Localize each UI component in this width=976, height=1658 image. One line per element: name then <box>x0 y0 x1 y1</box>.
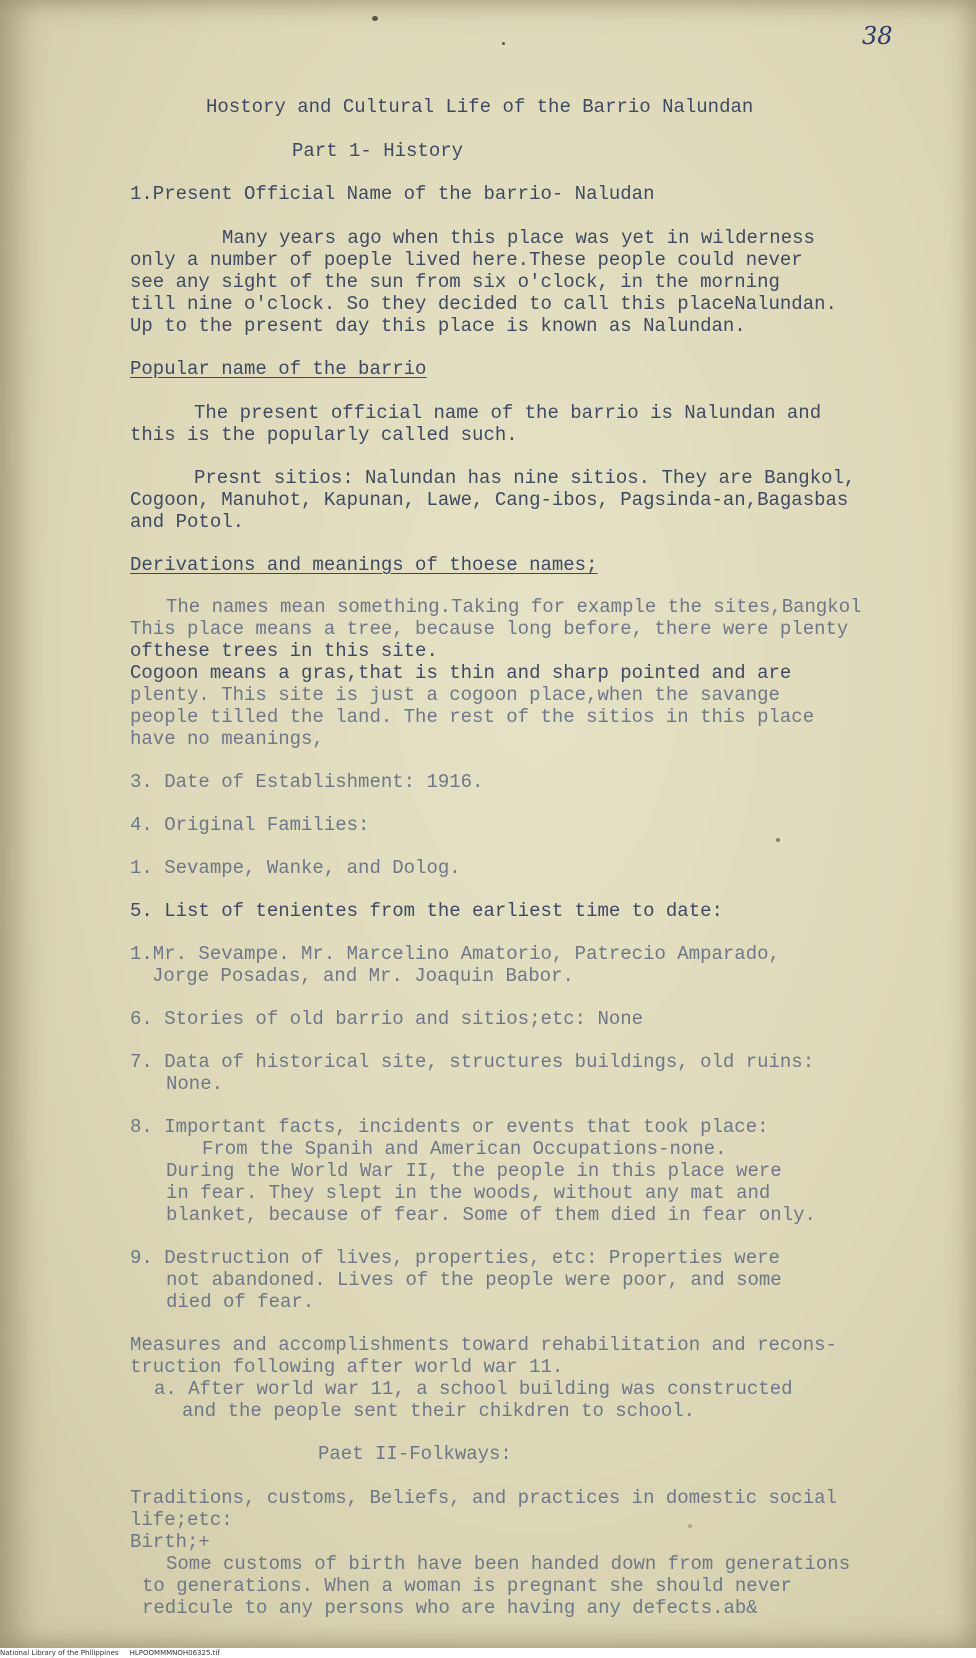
section1-line: see any sight of the sun from six o'clock, in the morning <box>130 271 780 293</box>
paper-speck <box>776 838 780 842</box>
section1-heading: 1.Present Official Name of the barrio- Naludan <box>130 183 655 205</box>
sitios-line: Presnt sitios: Nalundan has nine sitios. They are Bangkol, <box>194 467 856 489</box>
section1-line: Up to the present day this place is known as Nalundan. <box>130 315 746 337</box>
paper-speck <box>372 16 378 21</box>
paper-speck <box>688 1524 692 1528</box>
item-8-line: in fear. They slept in the woods, without any mat and <box>166 1182 771 1204</box>
section1-line: Many years ago when this place was yet in wilderness <box>222 227 815 249</box>
derivations-line: Cogoon means a gras,that is thin and sharp pointed and are <box>130 662 792 684</box>
measures-line: truction following after world war 11. <box>130 1356 564 1378</box>
derivations-heading: Derivations and meanings of thoese names; <box>130 554 598 576</box>
part2-heading: Paet II-Folkways: <box>318 1443 512 1465</box>
derivations-line: have no meanings, <box>130 728 324 750</box>
measures-line: Measures and accomplishments toward rehabilitation and recons- <box>130 1334 837 1356</box>
traditions-line: Traditions, customs, Beliefs, and practices in domestic social <box>130 1487 837 1509</box>
item-7-line: None. <box>166 1073 224 1095</box>
paper-speck <box>502 42 505 45</box>
traditions-line: to generations. When a woman is pregnant she should never <box>142 1575 792 1597</box>
document-title: Hostory and Cultural Life of the Barrio Nalundan <box>206 96 754 118</box>
item-4-families: 4. Original Families: <box>130 814 370 836</box>
item-8-line: 8. Important facts, incidents or events that took place: <box>130 1116 769 1138</box>
item-9-line: 9. Destruction of lives, properties, etc: Properties were <box>130 1247 780 1269</box>
item-5-list: Jorge Posadas, and Mr. Joaquin Babor. <box>152 965 574 987</box>
item-8-line: blanket, because of fear. Some of them died in fear only. <box>166 1204 816 1226</box>
item-8-line: From the Spanih and American Occupations-none. <box>202 1138 727 1160</box>
part1-heading: Part 1- History <box>292 140 464 162</box>
traditions-line: Some customs of birth have been handed down from generations <box>166 1553 851 1575</box>
item-3-date: 3. Date of Establishment: 1916. <box>130 771 484 793</box>
derivations-line: This place means a tree, because long before, there were plenty <box>130 618 849 640</box>
derivations-line: ofthese trees in this site. <box>130 640 438 662</box>
item-9-line: died of fear. <box>166 1291 315 1313</box>
traditions-line: Birth;+ <box>130 1531 210 1553</box>
popular-name-line: this is the popularly called such. <box>130 424 518 446</box>
item-8-line: During the World War II, the people in this place were <box>166 1160 782 1182</box>
traditions-line: life;etc: <box>130 1509 233 1531</box>
popular-name-heading: Popular name of the barrio <box>130 358 427 380</box>
page-number: 38 <box>862 22 893 50</box>
measures-line: a. After world war 11, a school building was constructed <box>154 1378 793 1400</box>
item-5-tenientes: 5. List of tenientes from the earliest time to date: <box>130 900 723 922</box>
item-4-list: 1. Sevampe, Wanke, and Dolog. <box>130 857 461 879</box>
sitios-line: Cogoon, Manuhot, Kapunan, Lawe, Cang-ibos, Pagsinda-an,Bagasbas <box>130 489 849 511</box>
traditions-line: redicule to any persons who are having any defects.ab& <box>142 1597 758 1619</box>
sitios-line: and Potol. <box>130 511 245 533</box>
popular-name-line: The present official name of the barrio is Nalundan and <box>194 402 822 424</box>
archive-footer: National Library of the Philippines HLPOOMMMNOH06325.tif <box>0 1648 976 1658</box>
item-7-line: 7. Data of historical site, structures buildings, old ruins: <box>130 1051 815 1073</box>
measures-line: and the people sent their chikdren to school. <box>182 1400 696 1422</box>
derivations-line: people tilled the land. The rest of the sitios in this place <box>130 706 815 728</box>
derivations-line: plenty. This site is just a cogoon place,when the savange <box>130 684 780 706</box>
derivations-line: The names mean something.Taking for example the sites,Bangkol <box>166 596 862 618</box>
section1-line: till nine o'clock. So they decided to call this placeNalundan. <box>130 293 837 315</box>
section1-line: only a number of poeple lived here.These people could never <box>130 249 803 271</box>
item-6-stories: 6. Stories of old barrio and sitios;etc: None <box>130 1008 644 1030</box>
item-5-list: 1.Mr. Sevampe. Mr. Marcelino Amatorio, Patrecio Amparado, <box>130 943 780 965</box>
item-9-line: not abandoned. Lives of the people were poor, and some <box>166 1269 782 1291</box>
